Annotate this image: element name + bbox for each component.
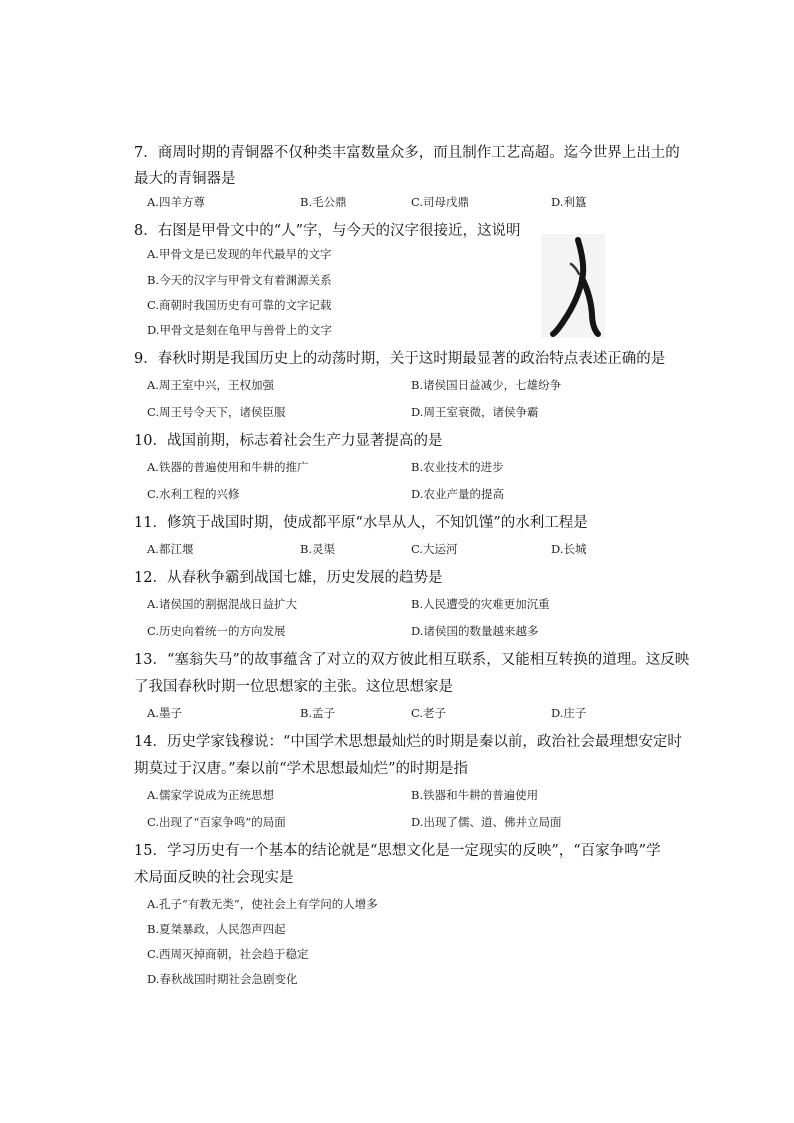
question-15-option-b: B.夏桀暴政，人民怨声四起 — [147, 922, 286, 936]
question-15-option-d: D.春秋战国时期社会急剧变化 — [147, 972, 298, 986]
question-9-option-c: C.周王号令天下，诸侯臣服 — [147, 405, 286, 419]
question-12-option-a: A.诸侯国的割据混战日益扩大 — [147, 597, 297, 611]
question-15-stem-line-1: 15．学习历史有一个基本的结论就是“思想文化是一定现实的反映”，“百家争鸣”学 — [134, 843, 661, 859]
question-13-option-b: B.孟子 — [300, 706, 336, 720]
question-13-option-a: A.墨子 — [147, 706, 182, 720]
question-14-option-d: D.出现了儒、道、佛并立局面 — [411, 815, 562, 829]
question-9-stem: 9．春秋时期是我国历史上的动荡时期，关于这时期最显著的政治特点表述正确的是 — [134, 351, 666, 367]
question-11-option-d: D.长城 — [551, 542, 587, 556]
question-7-option-a: A.四羊方尊 — [147, 195, 205, 209]
question-8-option-a: A.甲骨文是已发现的年代最早的文字 — [147, 247, 332, 261]
question-10-stem: 10．战国前期，标志着社会生产力显著提高的是 — [134, 433, 443, 449]
question-12-option-b: B.人民遭受的灾难更加沉重 — [411, 597, 550, 611]
question-10-option-a: A.铁器的普遍使用和牛耕的推广 — [147, 460, 309, 474]
question-11-option-c: C.大运河 — [411, 542, 458, 556]
question-13-option-c: C.老子 — [411, 706, 447, 720]
question-15-option-a: A.孔子“有教无类”，使社会上有学问的人增多 — [147, 897, 378, 911]
question-12-stem: 12．从春秋争霸到战国七雄，历史发展的趋势是 — [134, 570, 443, 586]
question-8-option-d: D.甲骨文是刻在龟甲与兽骨上的文字 — [147, 323, 332, 337]
question-14-stem-line-2: 期莫过于汉唐。”秦以前“学术思想最灿烂”的时期是指 — [134, 761, 468, 777]
question-14-option-c: C.出现了“百家争鸣”的局面 — [147, 815, 286, 829]
question-12-option-c: C.历史向着统一的方向发展 — [147, 624, 286, 638]
question-10-option-c: C.水利工程的兴修 — [147, 487, 240, 501]
question-9-option-a: A.周王室中兴，王权加强 — [147, 378, 274, 392]
question-7-stem-line-2: 最大的青铜器是 — [134, 171, 236, 187]
question-10-option-b: B.农业技术的进步 — [411, 460, 504, 474]
question-14-option-a: A.儒家学说成为正统思想 — [147, 788, 274, 802]
question-11-option-a: A.都江堰 — [147, 542, 194, 556]
question-13-option-d: D.庄子 — [551, 706, 587, 720]
question-7-option-b: B.毛公鼎 — [300, 195, 347, 209]
question-10-option-d: D.农业产量的提高 — [411, 487, 504, 501]
question-12-option-d: D.诸侯国的数量越来越多 — [411, 624, 539, 638]
question-8-option-c: C.商朝时我国历史有可靠的文字记载 — [147, 298, 332, 312]
question-11-stem: 11．修筑于战国时期，使成都平原“水旱从人，不知饥馑”的水利工程是 — [134, 515, 588, 531]
question-13-stem-line-2: 了我国春秋时期一位思想家的主张。这位思想家是 — [134, 679, 453, 695]
question-7-stem-line-1: 7．商周时期的青铜器不仅种类丰富数量众多，而且制作工艺高超。迄今世界上出土的 — [134, 145, 680, 161]
question-7-option-c: C.司母戊鼎 — [411, 195, 470, 209]
question-14-option-b: B.铁器和牛耕的普遍使用 — [411, 788, 539, 802]
question-8-option-b: B.今天的汉字与甲骨文有着渊源关系 — [147, 273, 332, 287]
oracle-bone-ren-character-image — [541, 234, 605, 338]
question-9-option-b: B.诸侯国日益减少，七雄纷争 — [411, 378, 562, 392]
question-15-option-c: C.西周灭掉商朝，社会趋于稳定 — [147, 947, 309, 961]
question-11-option-b: B.灵渠 — [300, 542, 336, 556]
question-15-stem-line-2: 术局面反映的社会现实是 — [134, 870, 294, 886]
question-14-stem-line-1: 14．历史学家钱穆说：“中国学术思想最灿烂的时期是秦以前，政治社会最理想安定时 — [134, 734, 682, 750]
question-8-stem: 8．右图是甲骨文中的“人”字，与今天的汉字很接近，这说明 — [134, 223, 521, 239]
question-13-stem-line-1: 13．“塞翁失马”的故事蕴含了对立的双方彼此相互联系，又能相互转换的道理。这反映 — [134, 652, 690, 668]
question-9-option-d: D.周王室衰微，诸侯争霸 — [411, 405, 539, 419]
question-7-option-d: D.利簋 — [551, 195, 587, 209]
